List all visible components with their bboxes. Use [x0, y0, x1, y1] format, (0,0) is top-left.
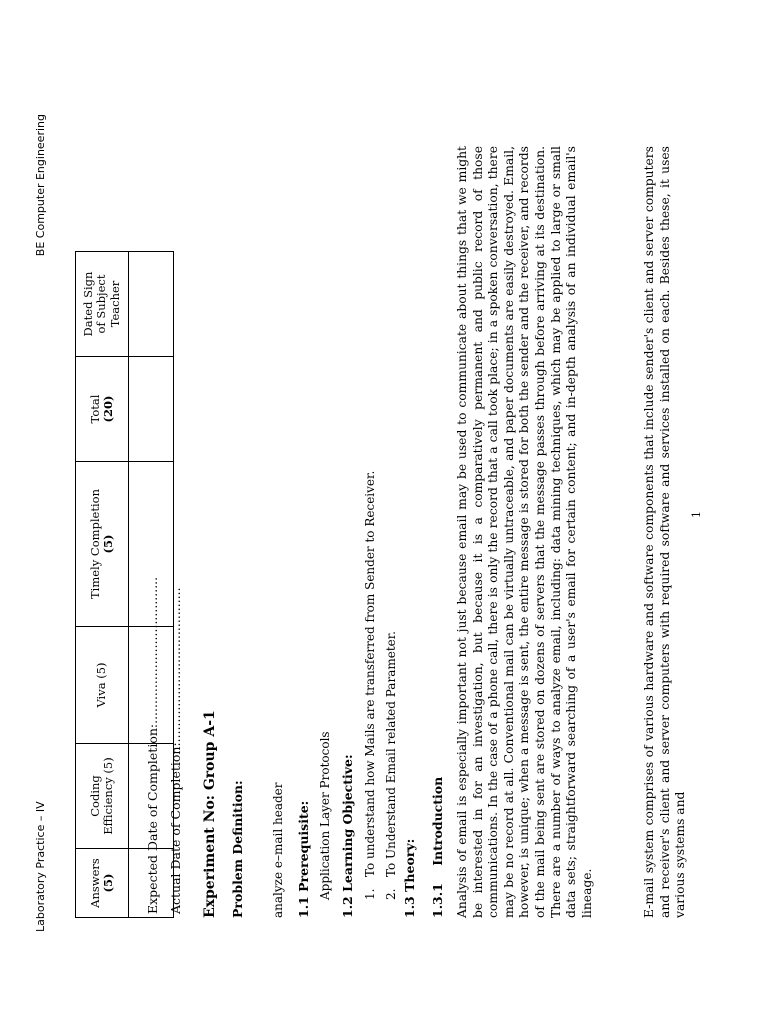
- expected-date: Expected Date of Completion:.....................................: [145, 576, 160, 914]
- header-right: BE Computer Engineering: [34, 114, 47, 257]
- prerequisite-heading: 1.1 Prerequisite:: [296, 800, 311, 918]
- learning-item-1: 1. To understand how Mails are transferred from Sender to Receiver.: [363, 470, 377, 900]
- intro-heading: 1.3.1 Introduction: [430, 776, 445, 918]
- marks-cell-total: [129, 357, 174, 462]
- problem-text: analyze e–mail header: [271, 782, 285, 918]
- marks-header-total: Total (20): [76, 357, 129, 462]
- experiment-title: Experiment No: Group A-1: [202, 710, 218, 918]
- marks-header-sign: Dated Sign of Subject Teacher: [76, 252, 129, 357]
- email-paragraph: E-mail system comprises of various hardware and software components that include sender's client and server computers and receiver's client and server computers with required software and services installed on each. Besides these, it uses various systems and: [642, 146, 688, 918]
- learning-heading: 1.2 Learning Objective:: [340, 754, 355, 918]
- header-left: Laboratory Practice – IV: [34, 801, 47, 932]
- theory-heading: 1.3 Theory:: [402, 838, 417, 918]
- marks-header-coding: Coding Efficiency (5): [76, 744, 129, 849]
- problem-heading: Problem Definition:: [230, 780, 245, 918]
- marks-header-timely: Timely Completion (5): [76, 462, 129, 627]
- intro-paragraph: Analysis of email is especially important not just because email may be used to communicate about things that we might be interested in for an investigation, but because it is a comparatively permanent and public record of those communications. In the case of a phone call, there is only the record that a call took place; in a spoken conversation, there may be no record at all. Conventional mail can be virtually untraceable, and paper documents are easily destroyed. Email, however, is unique; when a message is sent, the entire message is stored for both the sender and the receiver, and records of the mail being sent are stored on dozens of servers that the message passes through before arriving at its destination. There are a number of ways to analyze email, including: data mining techniques, which may be applied to large or small data sets; straightforward searching of a user's email for certain content; and in-depth analysis of an individual email's lineage.: [455, 146, 594, 918]
- actual-date: Actual Date of Completion:.......................................: [168, 587, 183, 914]
- learning-item-2: 2. To Understand Email related Parameter.: [384, 631, 398, 900]
- marks-cell-sign: [129, 252, 174, 357]
- marks-header-viva: Viva (5): [76, 627, 129, 744]
- prerequisite-text: Application Layer Protocols: [318, 731, 332, 900]
- page-number: 1: [690, 511, 703, 518]
- marks-header-answers: Answers (5): [76, 849, 129, 918]
